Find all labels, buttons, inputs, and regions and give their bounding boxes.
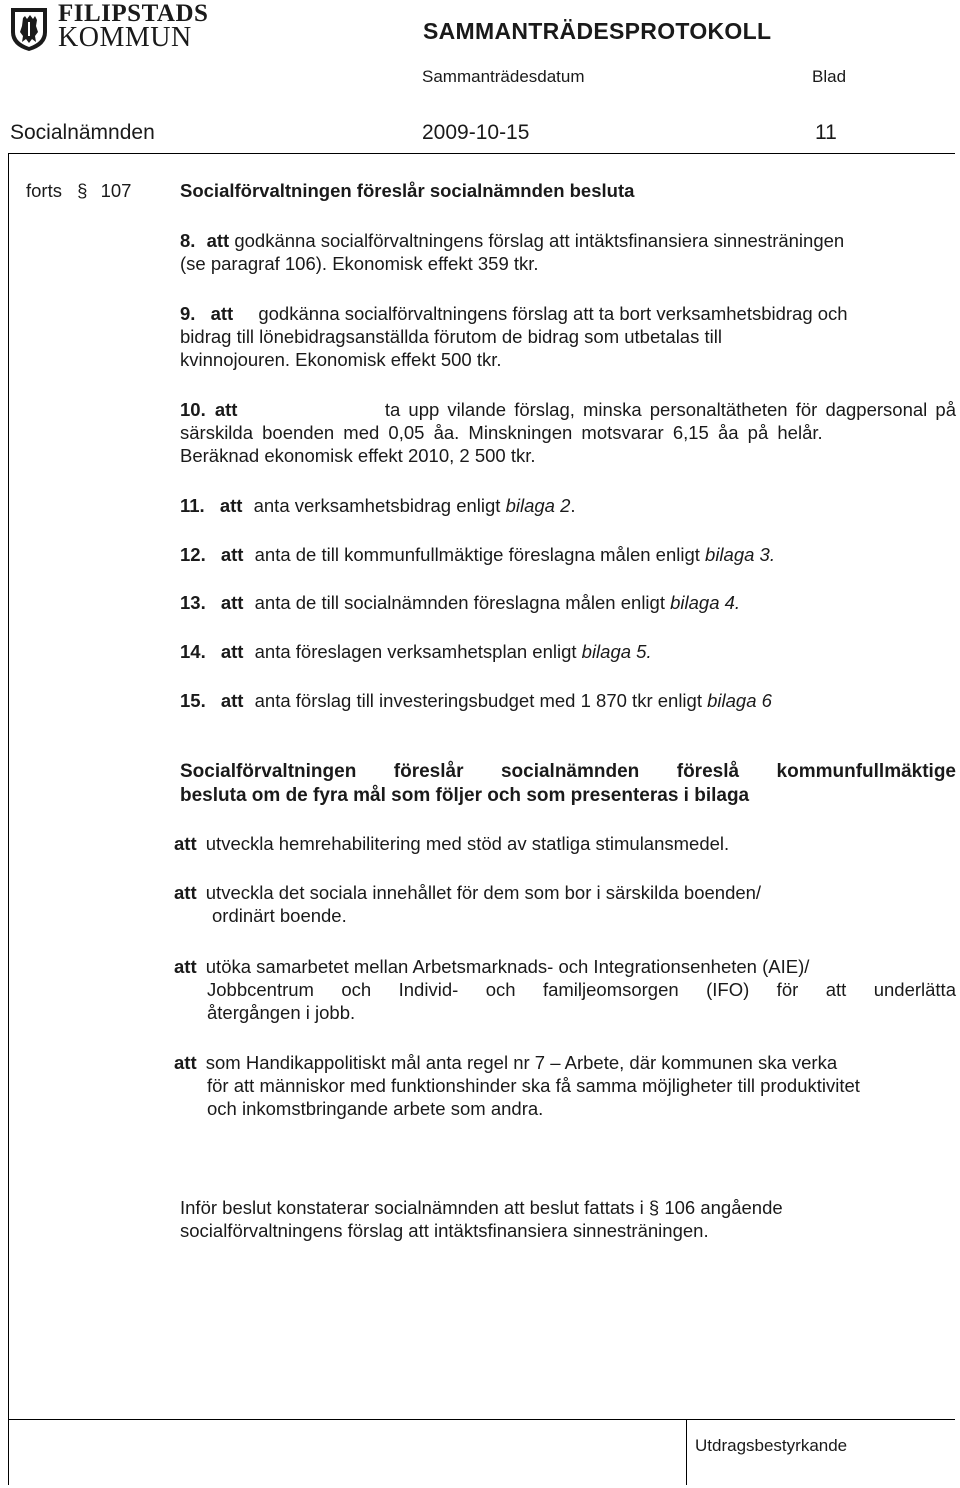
item-15 — [180, 689, 772, 712]
item-11-att: att — [219, 495, 243, 516]
item-14-att: att — [220, 641, 244, 662]
goal-4-text: som Handikappolitiskt mål anta regel nr 7 – Arbete, där kommunen ska verka — [205, 1052, 838, 1073]
goal-2-text: utveckla det sociala innehållet för dem som bor i särskilda boenden/ — [205, 882, 762, 903]
item-12-number: 12. — [180, 544, 206, 565]
logo-line-1: FILIPSTADS — [58, 0, 209, 27]
item-9-line-3: kvinnojouren. Ekonomisk effekt 500 tkr. — [180, 349, 502, 370]
item-9-att: att — [210, 303, 234, 324]
item-14 — [180, 640, 652, 663]
goal-3-line-2: Jobbcentrum och Individ- och familjeomsorgen (IFO) för att underlätta — [207, 979, 956, 1000]
goal-4-att: att — [174, 1052, 197, 1073]
note-line-2: socialförvaltningens förslag att intäktsfinansiera sinnesträningen. — [180, 1220, 709, 1241]
meeting-date-label: Sammanträdesdatum — [422, 67, 585, 86]
item-11-text: anta verksamhetsbidrag enligt — [253, 495, 501, 516]
item-14-ref: bilaga 5. — [581, 641, 652, 662]
municipal-crest-icon — [9, 6, 49, 52]
goal-3-att: att — [174, 956, 197, 977]
item-8-number: 8. — [180, 230, 196, 251]
paragraph-sign: § — [77, 180, 88, 201]
goal-2 — [174, 881, 761, 904]
item-14-number: 14. — [180, 641, 206, 662]
goal-2-att: att — [174, 882, 197, 903]
left-margin-rule — [8, 153, 9, 1485]
goal-1 — [174, 832, 729, 855]
logo-line-2: KOMMUN — [58, 22, 192, 53]
forts-label: forts — [26, 180, 62, 201]
item-15-ref: bilaga 6 — [707, 690, 772, 711]
note-line-1: Inför beslut konstaterar socialnämnden att beslut fattats i § 106 angående — [180, 1197, 783, 1218]
proposal-heading-line-1: Socialförvaltningen föreslår socialnämnden föreslå kommunfullmäktige — [180, 761, 956, 782]
item-12-att: att — [220, 544, 244, 565]
item-11-number: 11. — [180, 495, 205, 516]
item-10-att: att — [214, 399, 238, 420]
goal-2-line-2: ordinärt boende. — [212, 905, 347, 926]
item-10-number: 10. — [180, 399, 206, 420]
document-title: SAMMANTRÄDESPROTOKOLL — [423, 18, 772, 44]
item-11-ref: bilaga 2 — [505, 495, 571, 516]
item-9 — [180, 302, 848, 325]
item-15-att: att — [220, 690, 244, 711]
item-8-att: att — [206, 230, 230, 251]
item-13-number: 13. — [180, 592, 206, 613]
certification-label: Utdragsbestyrkande — [695, 1436, 848, 1455]
item-12 — [180, 543, 775, 566]
paragraph-reference — [26, 179, 131, 202]
item-10-line-2: särskilda boenden med 0,05 åa. Minskningen motsvarar 6,15 åa på helår. — [180, 422, 823, 443]
goal-1-text: utveckla hemrehabilitering med stöd av statliga stimulansmedel. — [205, 833, 730, 854]
goal-1-att: att — [174, 833, 197, 854]
proposal-heading-line-2: besluta om de fyra mål som följer och som presenteras i bilaga — [180, 785, 750, 806]
page-number: 11 — [815, 121, 837, 144]
item-15-text: anta förslag till investeringsbudget med 1 870 tkr enligt — [254, 690, 702, 711]
section-heading: Socialförvaltningen föreslår socialnämnden besluta — [180, 180, 635, 201]
item-10 — [180, 398, 956, 421]
goal-4-line-3: och inkomstbringande arbete som andra. — [207, 1098, 544, 1119]
item-13 — [180, 591, 740, 614]
paragraph-number: 107 — [100, 180, 132, 201]
goal-3-text: utöka samarbetet mellan Arbetsmarknads- och Integrationsenheten (AIE)/ — [205, 956, 810, 977]
item-10-line-3: Beräknad ekonomisk effekt 2010, 2 500 tkr. — [180, 445, 536, 466]
item-8-line-2: (se paragraf 106). Ekonomisk effekt 359 tkr. — [180, 253, 539, 274]
item-9-text: godkänna socialförvaltningens förslag att ta bort verksamhetsbidrag och — [258, 303, 848, 324]
item-9-number: 9. — [180, 303, 196, 324]
item-8-text: godkänna socialförvaltningens förslag att intäktsfinansiera sinnesträningen — [234, 230, 845, 251]
item-13-ref: bilaga 4. — [670, 592, 741, 613]
meeting-date: 2009-10-15 — [422, 121, 530, 144]
item-11-tail: . — [570, 495, 576, 516]
committee-name: Socialnämnden — [10, 121, 155, 144]
goal-3 — [174, 955, 809, 978]
item-9-line-2: bidrag till lönebidragsanställda förutom de bidrag som utbetalas till — [180, 326, 722, 347]
item-8 — [180, 229, 844, 252]
header-rule — [8, 153, 955, 154]
footer-rule — [8, 1419, 955, 1420]
page-label: Blad — [812, 67, 847, 86]
item-11 — [180, 494, 576, 517]
goal-3-line-3: återgången i jobb. — [207, 1002, 356, 1023]
goal-4 — [174, 1051, 837, 1074]
item-13-text: anta de till socialnämnden föreslagna målen enligt — [254, 592, 665, 613]
item-12-ref: bilaga 3. — [705, 544, 775, 565]
goal-4-line-2: för att människor med funktionshinder ska få samma möjligheter till produktivitet — [207, 1075, 860, 1096]
item-14-text: anta föreslagen verksamhetsplan enligt — [254, 641, 577, 662]
item-13-att: att — [220, 592, 244, 613]
item-12-text: anta de till kommunfullmäktige föreslagna målen enligt — [254, 544, 700, 565]
item-15-number: 15. — [180, 690, 206, 711]
item-10-text: ta upp vilande förslag, minska personaltätheten för dagpersonal på — [384, 399, 956, 420]
footer-divider — [686, 1419, 687, 1485]
